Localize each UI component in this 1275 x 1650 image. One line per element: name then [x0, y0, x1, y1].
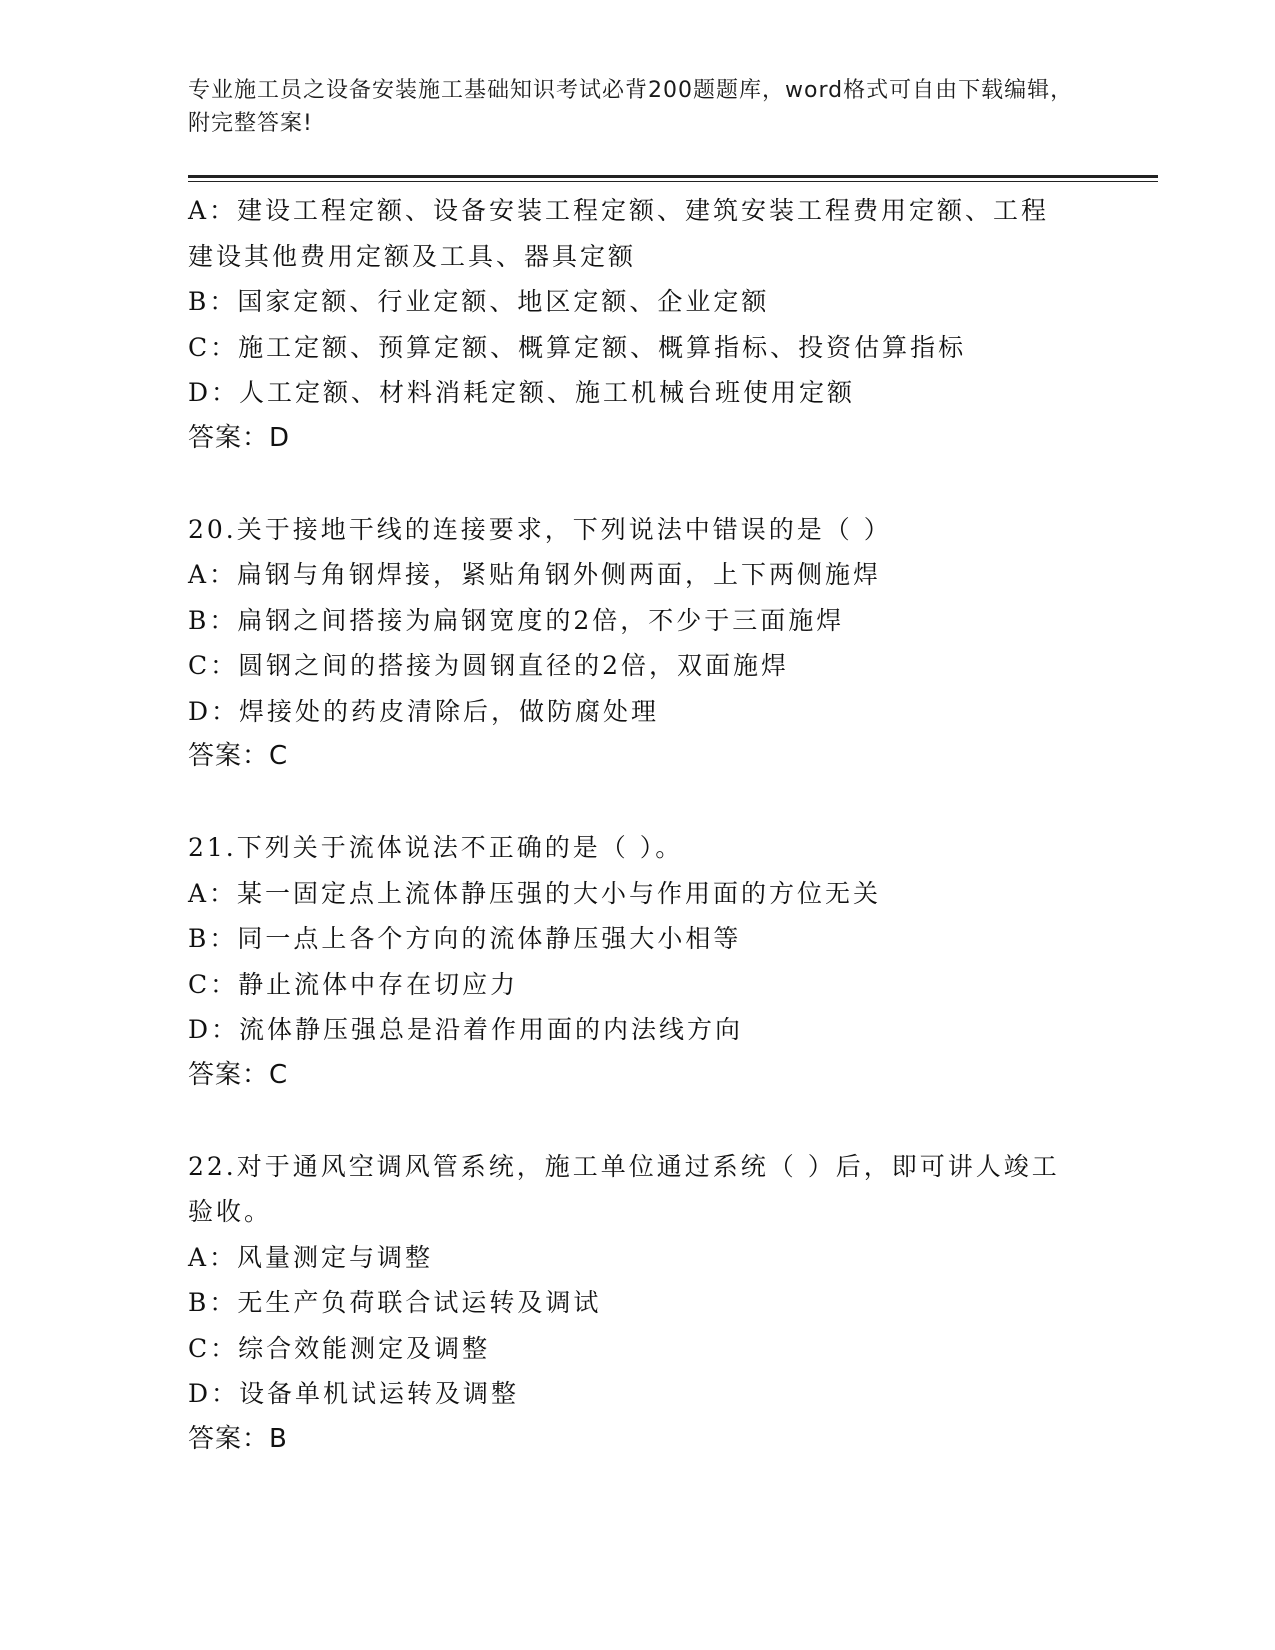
option-a: A：风量测定与调整: [188, 1242, 434, 1272]
spacer: [188, 780, 1088, 826]
option-c: C：施工定额、预算定额、概算定额、概算指标、投资估算指标: [188, 332, 967, 362]
question-22: [188, 1144, 1088, 1463]
option-d: D：人工定额、材料消耗定额、施工机械台班使用定额: [188, 378, 856, 407]
option-b: B：同一点上各个方向的流体静压强大小相等: [188, 924, 742, 953]
option-a: A：扁钢与角钢焊接，紧贴角钢外侧两面，上下两侧施焊: [188, 560, 882, 589]
option-b: B：扁钢之间搭接为扁钢宽度的2倍，不少于三面施焊: [188, 605, 845, 635]
option-d: D：焊接处的药皮清除后，做防腐处理: [188, 696, 660, 726]
header-rule-thin: [188, 181, 1158, 182]
option-c: C：静止流体中存在切应力: [188, 969, 519, 999]
question-stem: 21.下列关于流体说法不正确的是（ ）。: [188, 833, 684, 862]
option-b: B：国家定额、行业定额、地区定额、企业定额: [188, 287, 770, 316]
spacer: [188, 1098, 1088, 1144]
option-c: C：圆钢之间的搭接为圆钢直径的2倍，双面施焊: [188, 651, 790, 680]
question-stem: 20.关于接地干线的连接要求，下列说法中错误的是（ ）: [188, 514, 892, 544]
question-19: [188, 188, 1088, 461]
option-b: B：无生产负荷联合试运转及调试: [188, 1288, 602, 1317]
answer-line: 答案：C: [188, 1059, 289, 1090]
option-d: D：流体静压强总是沿着作用面的内法线方向: [188, 1015, 744, 1044]
answer-line: 答案：D: [188, 422, 291, 453]
question-list: [188, 188, 1088, 1462]
option-a: A：某一固定点上流体静压强的大小与作用面的方位无关: [188, 878, 882, 908]
question-21: [188, 825, 1088, 1098]
answer-line: 答案：C: [188, 741, 289, 771]
document-header: 专业施工员之设备安装施工基础知识考试必背200题题库，word格式可自由下载编辑，附完整答案!: [188, 78, 1074, 136]
option-a: A：建设工程定额、设备安装工程定额、建筑安装工程费用定额、工程建设其他费用定额及工具、器具定额: [188, 196, 1050, 271]
question-stem: 22.对于通风空调风管系统，施工单位通过系统（ ）后，即可讲人竣工验收。: [188, 1151, 1060, 1226]
spacer: [188, 461, 1088, 507]
answer-line: 答案：B: [188, 1423, 288, 1454]
option-c: C：综合效能测定及调整: [188, 1333, 491, 1363]
question-20: [188, 507, 1088, 780]
option-d: D：设备单机试运转及调整: [188, 1379, 520, 1408]
header-rule-thick: [188, 175, 1158, 178]
